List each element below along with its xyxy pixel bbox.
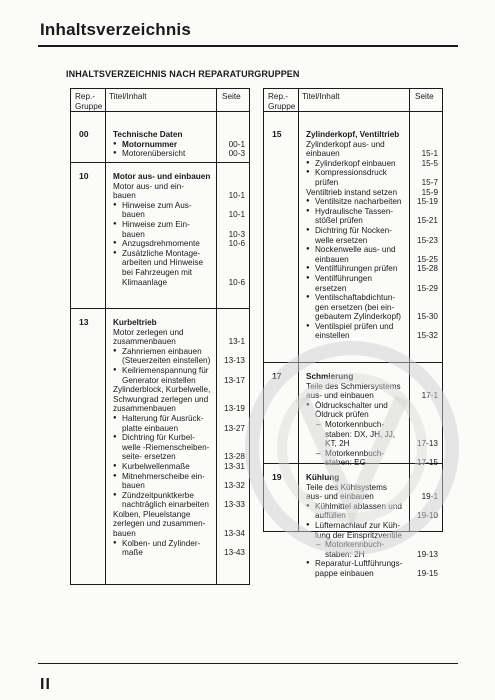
toc-entry <box>113 149 249 159</box>
entry-title: Kühlung <box>306 473 340 482</box>
footer-rule <box>38 663 458 664</box>
entry-title: ● Nockenwelle aus- und einbauen <box>306 245 442 264</box>
toc-entry <box>306 159 442 169</box>
entry-page: 19-15 <box>417 568 438 578</box>
entry-title: ● Hinweise zum Ein- bauen <box>113 220 249 239</box>
entry-title: Teile des Kühlsystems aus- und einbauen <box>306 482 387 502</box>
entry-page: 10-3 <box>228 229 245 239</box>
entry-page: 15-7 <box>421 177 438 187</box>
toc-entry <box>113 347 249 366</box>
entry-title: ● Zahnriemen einbauen (Steuerzeiten einstellen) <box>113 347 249 366</box>
entry-page: 15-1 <box>421 149 438 159</box>
entry-page: 13-32 <box>224 481 245 491</box>
entry-page: 15-32 <box>417 331 438 341</box>
entry-page: 13-1 <box>228 337 245 347</box>
toc-section <box>264 112 442 363</box>
toc-entry <box>113 328 249 347</box>
toc-entry <box>113 385 249 414</box>
entry-title: – Motorkennbuch- staben: 2H <box>306 540 442 559</box>
toc-entry <box>113 510 249 539</box>
entry-page: 13-31 <box>224 461 245 471</box>
toc-section <box>71 163 249 309</box>
entry-page: 10-1 <box>228 191 245 201</box>
toc-entry <box>306 168 442 187</box>
toc-entry <box>306 473 442 483</box>
entry-page: 17-1 <box>421 391 438 401</box>
header-title: Titel/Inhalt <box>302 92 340 101</box>
entry-page: 13-13 <box>224 356 245 366</box>
entry-page: 13-43 <box>224 548 245 558</box>
entry-title: ● Ventilschaftabdichtun- gen ersetzen (bei ein- gebautem Zylinderkopf) <box>306 293 442 322</box>
entry-title: Schmierung <box>306 372 354 381</box>
entry-page: 19-13 <box>417 549 438 559</box>
entry-page: 10-6 <box>228 239 245 249</box>
entry-title: ● Lüfternachlauf zur Küh- lung der Einspritzventile <box>306 521 442 540</box>
toc-entry <box>113 366 249 385</box>
entry-title: ● Motorenübersicht <box>113 149 249 159</box>
entry-title: Technische Daten <box>113 130 183 139</box>
entry-title: Kolben, Pleuelstange zerlegen und zusammen- bauen <box>113 509 206 539</box>
entry-page: 15-29 <box>417 283 438 293</box>
page-number: II <box>40 676 51 693</box>
toc-entry <box>306 372 442 382</box>
toc-entry <box>306 559 442 578</box>
entry-title: Motor aus- und ein- bauen <box>113 181 184 201</box>
section-number: 19 <box>272 472 282 482</box>
toc-table-right <box>263 88 443 578</box>
entry-page: 10-6 <box>228 277 245 287</box>
toc-section <box>264 363 442 468</box>
entry-page: 15-30 <box>417 312 438 322</box>
header-group-line1: Rep.- <box>75 92 96 101</box>
entry-title: Kurbeltrieb <box>113 318 157 327</box>
entry-title: ● Dichtring für Nocken- welle ersetzen <box>306 226 442 245</box>
header-title: Titel/Inhalt <box>109 92 147 101</box>
entry-title: ● Ventilführungen prüfen <box>306 264 442 274</box>
section-number: 00 <box>79 129 89 139</box>
entry-page: 13-34 <box>224 529 245 539</box>
toc-entry <box>113 201 249 220</box>
entry-title: ● Kolben- und Zylinder- maße <box>113 539 249 558</box>
toc-entry <box>306 207 442 226</box>
entry-page: 17-13 <box>417 439 438 449</box>
toc-entry <box>306 188 442 198</box>
entry-title: Motor aus- und einbauen <box>113 172 211 181</box>
entry-title: Motor zerlegen und zusammenbauen <box>113 327 184 347</box>
toc-entry <box>306 130 442 140</box>
toc-entry <box>113 318 249 328</box>
entry-title: ● Motornummer <box>113 140 249 150</box>
entry-page: 19-10 <box>417 511 438 521</box>
toc-section <box>71 309 249 584</box>
toc-entry <box>306 483 442 502</box>
toc-entry <box>113 172 249 182</box>
toc-entry <box>113 140 249 150</box>
entry-title: ● Kurbelwellenmaße <box>113 462 249 472</box>
entry-title: – Motorkennbuch- staben: DX, JH, JJ, KT, 2H <box>306 420 442 449</box>
entry-page: 15-28 <box>417 264 438 274</box>
entry-page: 15-25 <box>417 254 438 264</box>
entry-title: ● Ventilspiel prüfen und einstellen <box>306 322 442 341</box>
entry-page: 10-1 <box>228 210 245 220</box>
section-number: 15 <box>272 129 282 139</box>
page-title: Inhaltsverzeichnis <box>40 20 191 39</box>
entry-title: ● Öldruckschalter und Öldruck prüfen <box>306 401 442 420</box>
toc-entry <box>306 521 442 540</box>
toc-entry <box>306 293 442 322</box>
toc-entry <box>113 249 249 287</box>
entry-title: ● Ventilführungen ersetzen <box>306 274 442 293</box>
toc-entry <box>306 382 442 401</box>
toc-section <box>71 112 249 163</box>
entry-title: ● Reparatur-Luftführungs- pappe einbauen <box>306 559 442 578</box>
table-header <box>264 89 442 112</box>
header-group <box>268 92 295 111</box>
entry-page: 15-23 <box>417 235 438 245</box>
section-number: 10 <box>79 171 89 181</box>
entry-title: ● Zündzeitpunktkerbe nachträglich einarbeiten <box>113 491 249 510</box>
toc-table-left <box>70 88 250 585</box>
toc-entry <box>306 226 442 245</box>
entry-page: 15-21 <box>417 216 438 226</box>
entry-title: Zylinderblock, Kurbelwelle, Schwungrad zerlegen und zusammenbauen <box>113 385 211 414</box>
header-group-line2: Gruppe <box>268 101 296 111</box>
entry-title: ● Hydraulische Tassen- stößel prüfen <box>306 207 442 226</box>
toc-entry <box>306 264 442 274</box>
entry-title: ● Ventilsitze nacharbeiten <box>306 197 442 207</box>
entry-title: ● Anzugsdrehmomente <box>113 239 249 249</box>
toc-entry <box>306 140 442 159</box>
toc-entry <box>306 540 442 559</box>
toc-entry <box>113 472 249 491</box>
toc-entry <box>306 274 442 293</box>
entry-page: 13-33 <box>224 500 245 510</box>
entry-title: Teile des Schmiersystems aus- und einbauen <box>306 381 401 401</box>
entry-title: ● Mitnehmerscheibe ein- bauen <box>113 472 249 491</box>
toc-entry <box>113 491 249 510</box>
title-rule <box>38 45 458 47</box>
entry-title: Zylinderkopf aus- und einbauen <box>306 139 385 159</box>
entry-page: 13-19 <box>224 404 245 414</box>
header-group-line1: Rep.- <box>268 92 289 101</box>
entry-page: 15-19 <box>417 197 438 207</box>
entry-title: ● Hinweise zum Aus- bauen <box>113 201 249 220</box>
toc-entry <box>113 220 249 239</box>
entry-page: 13-28 <box>224 452 245 462</box>
header-group-line2: Gruppe <box>75 101 103 111</box>
toc-entry <box>306 322 442 341</box>
table-header <box>71 89 249 112</box>
toc-entry <box>113 433 249 462</box>
entry-page: 15-9 <box>421 187 438 197</box>
toc-entry <box>113 182 249 201</box>
entry-page: 13-17 <box>224 375 245 385</box>
section-number: 17 <box>272 371 282 381</box>
entry-title: ● Kühlmittel ablassen und auffüllen <box>306 502 442 521</box>
toc-entry <box>113 539 249 558</box>
toc-entry <box>306 502 442 521</box>
entry-title: ● Zylinderkopf einbauen <box>306 159 442 169</box>
entry-title: – Motorkennbuch- staben: EG <box>306 449 442 468</box>
entry-page: 15-5 <box>421 158 438 168</box>
header-group <box>75 92 102 111</box>
entry-title: Ventiltrieb instand setzen <box>306 187 398 197</box>
toc-entry <box>306 401 442 420</box>
entry-page: 00-1 <box>228 139 245 149</box>
entry-title: ● Zusätzliche Montage- arbeiten und Hinweise bei Fahrzeugen mit Klimaanlage <box>113 249 249 287</box>
toc-entry <box>306 197 442 207</box>
toc-section <box>264 464 442 594</box>
header-page: Seite <box>222 92 241 101</box>
toc-entry <box>113 414 249 433</box>
section-number: 13 <box>79 317 89 327</box>
entry-page: 19-1 <box>421 492 438 502</box>
entry-title: ● Dichtring für Kurbel- welle -Riemenscheiben- seite- ersetzen <box>113 433 249 462</box>
toc-subtitle: INHALTSVERZEICHNIS NACH REPARATURGRUPPEN <box>66 69 300 79</box>
entry-page: 00-3 <box>228 149 245 159</box>
entry-title: ● Kompressionsdruck prüfen <box>306 168 442 187</box>
entry-title: ● Halterung für Ausrück- platte einbauen <box>113 414 249 433</box>
toc-entry <box>113 130 249 140</box>
entry-page: 17-15 <box>417 458 438 468</box>
toc-entry <box>306 420 442 449</box>
toc-entry <box>306 245 442 264</box>
entry-title: Zylinderkopf, Ventiltrieb <box>306 130 400 139</box>
entry-page: 13-27 <box>224 423 245 433</box>
header-page: Seite <box>415 92 434 101</box>
entry-title: ● Keilriemenspannung für Generator einstellen <box>113 366 249 385</box>
toc-entry <box>113 239 249 249</box>
toc-entry <box>113 462 249 472</box>
